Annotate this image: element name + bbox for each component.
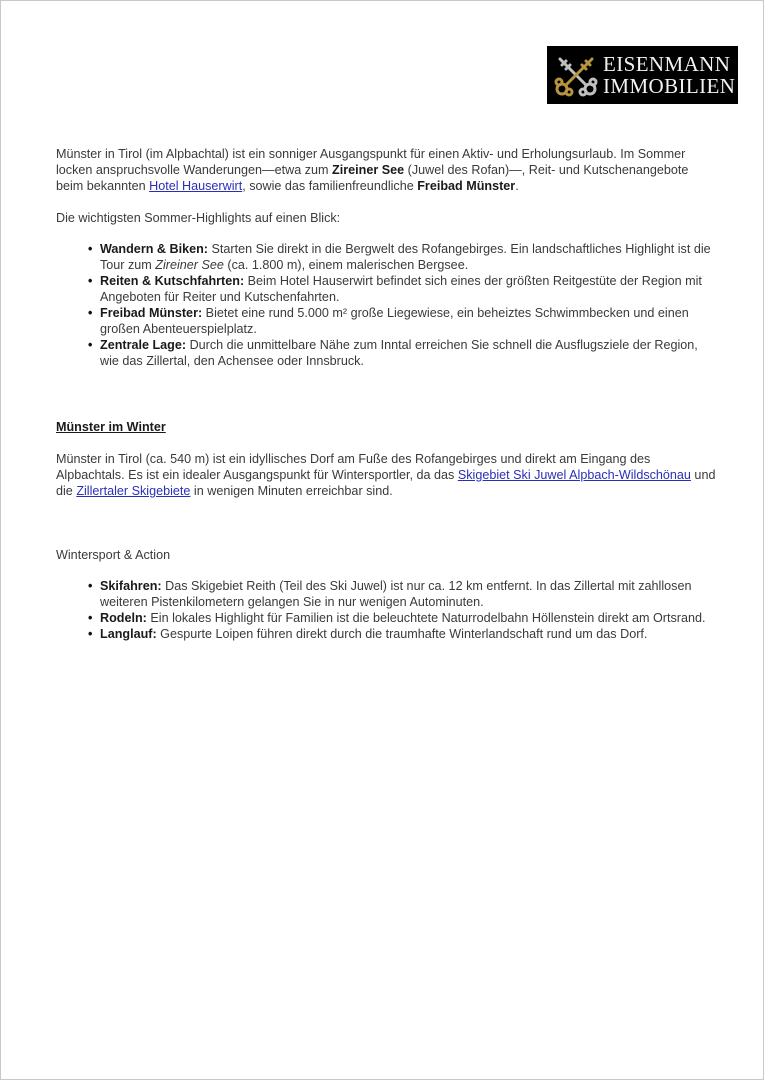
crossed-keys-icon [552, 51, 600, 99]
list-item [100, 273, 716, 305]
intro-text-4: . [515, 179, 519, 193]
list-item-text: Durch die unmittelbare Nähe zum Inntal erreichen Sie schnell die Ausflugsziele der Region, wie das Zillertal, den Achensee oder Innsbruck. [100, 338, 698, 368]
list-item [100, 578, 716, 610]
company-logo [547, 46, 738, 104]
list-item-label: Reiten & Kutschfahrten: [100, 274, 245, 288]
intro-text-2: (Juwel des Rofan)—, Reit- und Kutschenangebote beim bekannten [56, 163, 689, 193]
list-item-label: Langlauf: [100, 627, 157, 641]
summer-lead: Die wichtigsten Sommer-Highlights auf einen Blick: [56, 211, 341, 225]
logo-line-1: EISENMANN [603, 52, 731, 76]
zillertaler-skigebiete-link[interactable]: Zillertaler Skigebiete [76, 484, 191, 498]
list-item [100, 626, 716, 642]
winter-highlights-list [56, 578, 716, 642]
logo-line-2: IMMOBILIEN [603, 74, 736, 98]
list-item-text: Starten Sie direkt in die Bergwelt des Rofangebirges. Ein landschaftliches Highlight ist die Tour zum [100, 242, 711, 272]
list-item-text: Beim Hotel Hauserwirt befindet sich eines der größten Reitgestüte der Region mit Angeboten für Reiter und Kutschenfahrten. [100, 274, 702, 304]
hotel-hauserwirt-link[interactable]: Hotel Hauserwirt [149, 179, 243, 193]
winter-intro-text-3: in wenigen Minuten erreichbar sind. [190, 484, 393, 498]
logo-wordmark [603, 53, 735, 97]
intro-text-1: Münster in Tirol (im Alpbachtal) ist ein sonniger Ausgangspunkt für einen Aktiv- und Erholungsurlaub. Im Sommer locken anspruchsvolle Wanderungen—etwa zum [56, 147, 686, 177]
summer-highlights-list [56, 241, 716, 369]
intro-paragraph [56, 146, 716, 194]
list-item-text: Gespurte Loipen führen direkt durch die traumhafte Winterlandschaft rund um das Dorf. [156, 627, 648, 641]
list-item-italic: Zireiner See [155, 258, 224, 272]
list-item [100, 337, 716, 369]
document-body [56, 146, 716, 642]
list-item-text: Bietet eine rund 5.000 m² große Liegewiese, ein beheiztes Schwimmbecken und einen großen Abenteuerspielplatz. [100, 306, 689, 336]
list-item [100, 241, 716, 273]
winter-intro-text-2: und die [56, 468, 716, 498]
list-item-label: Wandern & Biken: [100, 242, 208, 256]
list-item-label: Rodeln: [100, 611, 147, 625]
list-item-text: (ca. 1.800 m), einem malerischen Bergsee. [223, 258, 469, 272]
list-item-text: Ein lokales Highlight für Familien ist die beleuchtete Naturrodelbahn Höllenstein direkt am Ortsrand. [146, 611, 706, 625]
intro-text-3: , sowie das familienfreundliche [242, 179, 418, 193]
ski-juwel-link[interactable]: Skigebiet Ski Juwel Alpbach-Wildschönau [457, 468, 691, 482]
list-item-label: Freibad Münster: [100, 306, 203, 320]
winter-heading: Münster im Winter [56, 420, 166, 434]
wintersport-heading: Wintersport & Action [56, 548, 171, 562]
list-item [100, 305, 716, 337]
list-item [100, 610, 716, 626]
intro-bold-zireiner-see: Zireiner See [332, 163, 405, 177]
list-item-label: Skifahren: [100, 579, 162, 593]
list-item-label: Zentrale Lage: [100, 338, 187, 352]
list-item-text: Das Skigebiet Reith (Teil des Ski Juwel) ist nur ca. 12 km entfernt. In das Zillertal mit zahllosen weiteren Pistenkilometern gelangen Sie in nur wenigen Autominuten. [100, 579, 692, 609]
winter-intro-text-1: Münster in Tirol (ca. 540 m) ist ein idyllisches Dorf am Fuße des Rofangebirges und direkt am Eingang des Alpbachtals. Es ist ein idealer Ausgangspunkt für Wintersportler, da das [56, 452, 651, 482]
intro-bold-freibad: Freibad Münster [417, 179, 516, 193]
winter-intro-paragraph [56, 451, 716, 499]
